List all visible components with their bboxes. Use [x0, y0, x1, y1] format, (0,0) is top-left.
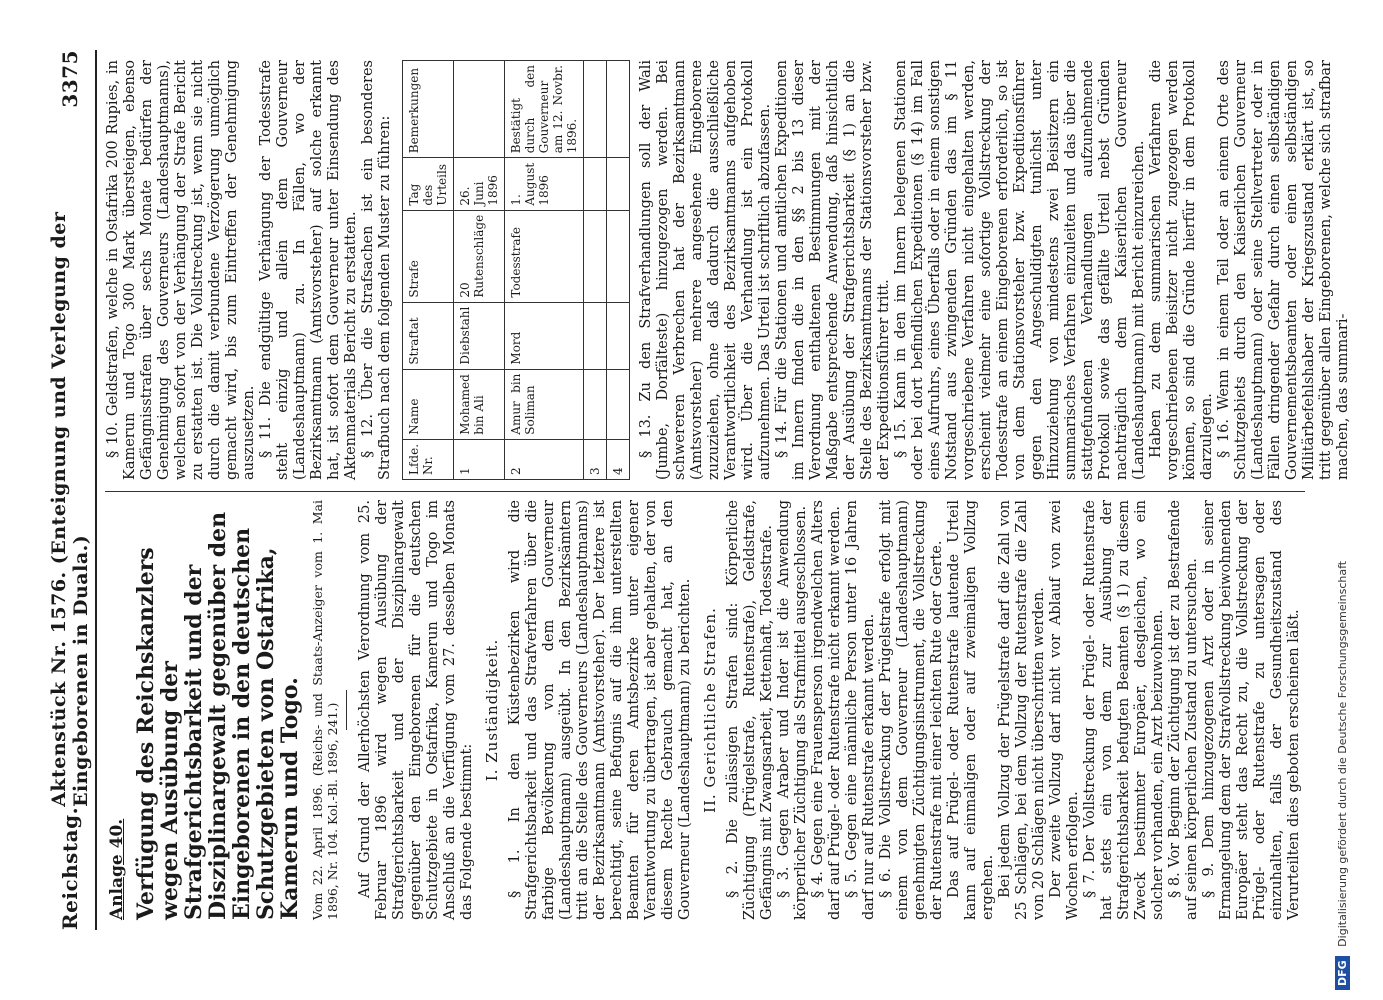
page-header — [50, 50, 90, 930]
table-header-row — [403, 61, 454, 480]
table-cell — [607, 210, 630, 302]
table-header-cell: Bemerkungen — [403, 61, 454, 158]
paragraph-11: § 11. Die endgültige Verhängung der Todesstrafe steht einzig und allein dem Gouverneur (Landeshauptmann) zu. In Fällen, wo der Bezirksamtmann (Amtsvorsteher) auf solche erkannt hat, ist sofort dem Gouverneur unter Einsendung des Aktenmaterials Bericht zu erstatten. — [258, 60, 359, 480]
table-cell — [607, 369, 630, 439]
paragraph-8: § 8. Vor Beginn der Züchtigung ist der zu Bestrafende auf seinen körperlichen Zustand zu untersuchen. — [1167, 500, 1200, 920]
paragraph-6b: Das auf Prügel- oder Rutenstrafe lautende Urteil kann auf einmaligen oder auf zweimaligen Vollzug ergehen. — [946, 500, 996, 920]
paragraph-10: § 10. Geldstrafen, welche in Ostafrika 200 Rupies, in Kamerun und Togo 300 Mark übersteigen, ebenso Gefängnisstrafen über sechs Monate bedürfen der Genehmigung des Gouverneurs (Landeshauptmanns), welchem sofort von der Verhängung der Strafe Bericht zu erstatten ist. Die Vollstreckung ist, wenn sie nicht durch die damit verbundene Verzögerung unmöglich gemacht wird, bis zum Eintreffen der Genehmigung auszusetzen. — [105, 60, 257, 480]
table-cell — [607, 302, 630, 369]
paragraph-7: § 7. Der Vollstreckung der Prügel- oder Rutenstrafe hat stets ein von dem zur Ausübung der Strafgerichtsbarkeit befugten Beamten (§ 1) zu diesem Zweck bestimmter Europäer, desgleichen, wo ein solcher vorhanden, ein Arzt beizuwohnen. — [1082, 500, 1166, 920]
paragraph-14: § 14. Für die Stationen und amtlichen Expeditionen im Innern finden die in den §§ 2 bis 13 dieser Verordnung enthaltenen Bestimmungen mit der Maßgabe entsprechende Anwendung, daß hinsichtlich der Ausübung der Strafgerichtsbarkeit (§ 1) an die Stelle des Bezirksamtmanns der Stationsvorsteher bzw. der Expeditionsführer tritt. — [774, 60, 892, 480]
table-header-cell: Straftat — [403, 302, 454, 369]
table-header-cell: Strafe — [403, 210, 454, 302]
dfg-logo: DFG — [1335, 956, 1350, 990]
table-cell: Bestätigt durch den Gouverneur am 12. Novbr. 1896. — [505, 61, 584, 158]
paragraph-6c: Bei jedem Vollzug der Prügelstrafe darf die Zahl von 25 Schlägen, bei dem Vollzug der Rutenstrafe die Zahl von 20 Schlägen nicht überschritten werden. — [997, 500, 1047, 920]
table-cell — [607, 158, 630, 210]
dfg-footer — [1335, 561, 1350, 990]
paragraph-15b: Haben zu dem summarischen Verfahren die vorgeschriebenen Beisitzer nicht zugezogen werden können, so sind die Gründe hierfür in dem Protokoll darzulegen. — [1148, 60, 1215, 480]
section-title-2: II. Gerichtliche Strafen. — [701, 607, 719, 813]
table-header-cell: Tag des Urteils — [403, 158, 454, 210]
paragraph-3: § 3. Gegen Araber und Inder ist die Anwendung körperlicher Züchtigung als Strafmittel ausgeschlossen. — [776, 500, 809, 920]
paragraph-2: § 2. Die zulässigen Strafen sind: Körperliche Züchtigung (Prügelstrafe, Rutenstrafe), Geldstrafe, Gefängnis mit Zwangsarbeit, Kettenhaft, Todesstrafe. — [725, 500, 775, 920]
paragraph-6d: Der zweite Vollzug darf nicht vor Ablauf von zwei Wochen erfolgen. — [1048, 500, 1081, 920]
penalty-register-table — [402, 60, 630, 480]
paragraph-16: § 16. Wenn in einem Teil oder an einem Orte des Schutzgebiets durch den Kaiserlichen Gouverneur (Landeshauptmann) oder seine Stellvertreter oder in Fällen dringender Gefahr durch einen selbständigen Gouvernementsbeamten oder einen selbständigen Militärbefehlshaber der Kriegszustand erklärt ist, so tritt gegenüber allen Eingeborenen, welche sich strafbar machen, das summari- — [1216, 60, 1351, 480]
intro-paragraph: Auf Grund der Allerhöchsten Verordnung vom 25. Februar 1896 wird wegen Ausübung der Strafgerichtsbarkeit und der Disziplinargewalt gegenüber den Eingeborenen für die deutschen Schutzgebiete in Ostafrika, Kamerun und Togo im Anschluß an die Verfügung vom 27. desselben Monats das Folgende bestimmt: — [357, 500, 475, 920]
table-cell: Mohamed bin Ali — [454, 369, 505, 439]
annex-label: Anlage 40. — [107, 818, 127, 920]
page-number: 3375 — [58, 50, 82, 108]
paragraph-15: § 15. Kann in den im Innern belegenen Stationen oder bei dort befindlichen Expeditionen (§ 14) im Fall eines Aufruhrs, eines Überfalls oder in einem sonstigen Notstand aus zwingenden Gründen das im § 11 vorgeschriebene Verfahren nicht eingehalten werden, erscheint vielmehr eine sofortige Vollstreckung der Todesstrafe an einem Eingeborenen erforderlich, so ist von dem Stationsvorsteher bzw. Expeditionsführer gegen den Angeschuldigten tunlichst unter Hinzuziehung von mindestens zwei Beisitzern ein summarisches Verfahren einzuleiten und das über die stattgefundenen Verhandlungen aufzunehmende Protokoll sowie das gefällte Urteil nebst Gründen nachträglich dem Kaiserlichen Gouverneur (Landeshauptmann) mit Bericht einzureichen. — [893, 60, 1147, 480]
table-cell: Todesstrafe — [505, 210, 584, 302]
table-header-cell: Lfde. Nr. — [403, 439, 454, 479]
right-column — [105, 60, 1352, 480]
table-row — [607, 61, 630, 480]
table-header-cell: Name — [403, 369, 454, 439]
publication-date: Vom 22. April 1896. (Reichs- und Staats-Anzeiger vom 1. Mai 1896, Nr. 104. Kol.-Bl. 1896, 241.) — [310, 500, 340, 920]
paragraph-6: § 6. Die Vollstreckung der Prügelstrafe erfolgt mit einem von dem Gouverneur (Landeshauptmann) genehmigten Züchtigungsinstrument, die Vollstreckung der Rutenstrafe mit einer leichten Rute oder Gerte. — [878, 500, 945, 920]
table-cell — [584, 61, 607, 158]
header-left: Reichstag. — [58, 806, 82, 930]
left-column — [105, 500, 1303, 920]
table-cell: 20 Rutenschläge — [454, 210, 505, 302]
column-divider — [105, 491, 1305, 492]
table-cell: 26. Juni 1896 — [454, 158, 505, 210]
table-cell: Amur bin Soliman — [505, 369, 584, 439]
table-cell: 3 — [584, 439, 607, 479]
table-cell — [584, 369, 607, 439]
header-title: Aktenstück Nr. 1576. (Enteignung und Verlegung der Eingeborenen in Duala.) — [48, 211, 92, 807]
paragraph-1: § 1. In den Küstenbezirken wird die Strafgerichtsbarkeit und das Strafverfahren über die farbige Bevölkerung von dem Gouverneur (Landeshauptmann) ausgeübt. In den Bezirksämtern tritt an die Stelle des Gouverneurs (Landeshauptmanns) der Bezirksamtmann (Amtsvorsteher). Der letztere ist berechtigt, seine Befugnis auf die ihm unterstellten Beamten für deren Amtsbezirke unter eigener Verantwortung zu übertragen, ist aber gehalten, der von diesem Rechte Gebrauch gemacht hat, an den Gouverneur (Landeshauptmann) zu berichten. — [507, 500, 693, 920]
table-cell: 2 — [505, 439, 584, 479]
dfg-text: Digitalisierung gefördert durch die Deutsche Forschungsgemeinschaft — [1336, 560, 1349, 947]
table-cell: Diebstahl — [454, 302, 505, 369]
paragraph-5: § 5. Gegen eine männliche Person unter 16 Jahren darf nur auf Rutenstrafe erkannt werden. — [844, 500, 877, 920]
section-title-1: I. Zuständigkeit. — [483, 638, 501, 782]
table-cell — [584, 158, 607, 210]
header-rule — [95, 50, 97, 930]
table-cell — [584, 302, 607, 369]
short-divider — [346, 690, 347, 730]
document-heading: Verfügung des Reichskanzlers wegen Ausübung der Strafgerichtsbarkeit und der Disziplinargewalt gegenüber den Eingeborenen in den deutschen Schutzgebieten von Ostafrika, Kamerun und Togo. — [133, 511, 303, 920]
table-row — [454, 61, 505, 480]
paragraph-12: § 12. Über die Strafsachen ist ein besonderes Strafbuch nach dem folgenden Muster zu führen: — [360, 60, 393, 480]
table-cell: 1 — [454, 439, 505, 479]
table-cell: 1. August 1896 — [505, 158, 584, 210]
table-cell — [584, 210, 607, 302]
table-row — [505, 61, 584, 480]
paragraph-13: § 13. Zu den Strafverhandlungen soll der Wali (Jumbe, Dorfälteste) hinzugezogen werden. Bei schwereren Verbrechen hat der Bezirksamtmann (Amtsvorsteher) mehrere angesehene Eingeborene zuzuziehen, ohne daß dadurch die ausschließliche Verantwortlichkeit des Bezirksamtmanns aufgehoben wird. Über die Verhandlung ist ein Protokoll aufzunehmen. Das Urteil ist schriftlich abzufassen. — [638, 60, 773, 480]
table-cell: Mord — [505, 302, 584, 369]
table-cell: 4 — [607, 439, 630, 479]
table-cell — [454, 61, 505, 158]
table-cell — [607, 61, 630, 158]
paragraph-4: § 4. Gegen eine Frauensperson irgendwelchen Alters darf auf Prügel- oder Rutenstrafe nicht erkannt werden. — [810, 500, 843, 920]
table-row — [584, 61, 607, 480]
paragraph-9: § 9. Dem hinzugezogenen Arzt oder in seiner Ermangelung dem der Strafvollstreckung beiwohnenden Europäer steht das Recht zu, die Vollstreckung der Prügel- oder Rutenstrafe zu untersagen oder einzuhalten, falls der Gesundheitszustand des Verurteilten dies geboten erscheinen läßt. — [1201, 500, 1302, 920]
